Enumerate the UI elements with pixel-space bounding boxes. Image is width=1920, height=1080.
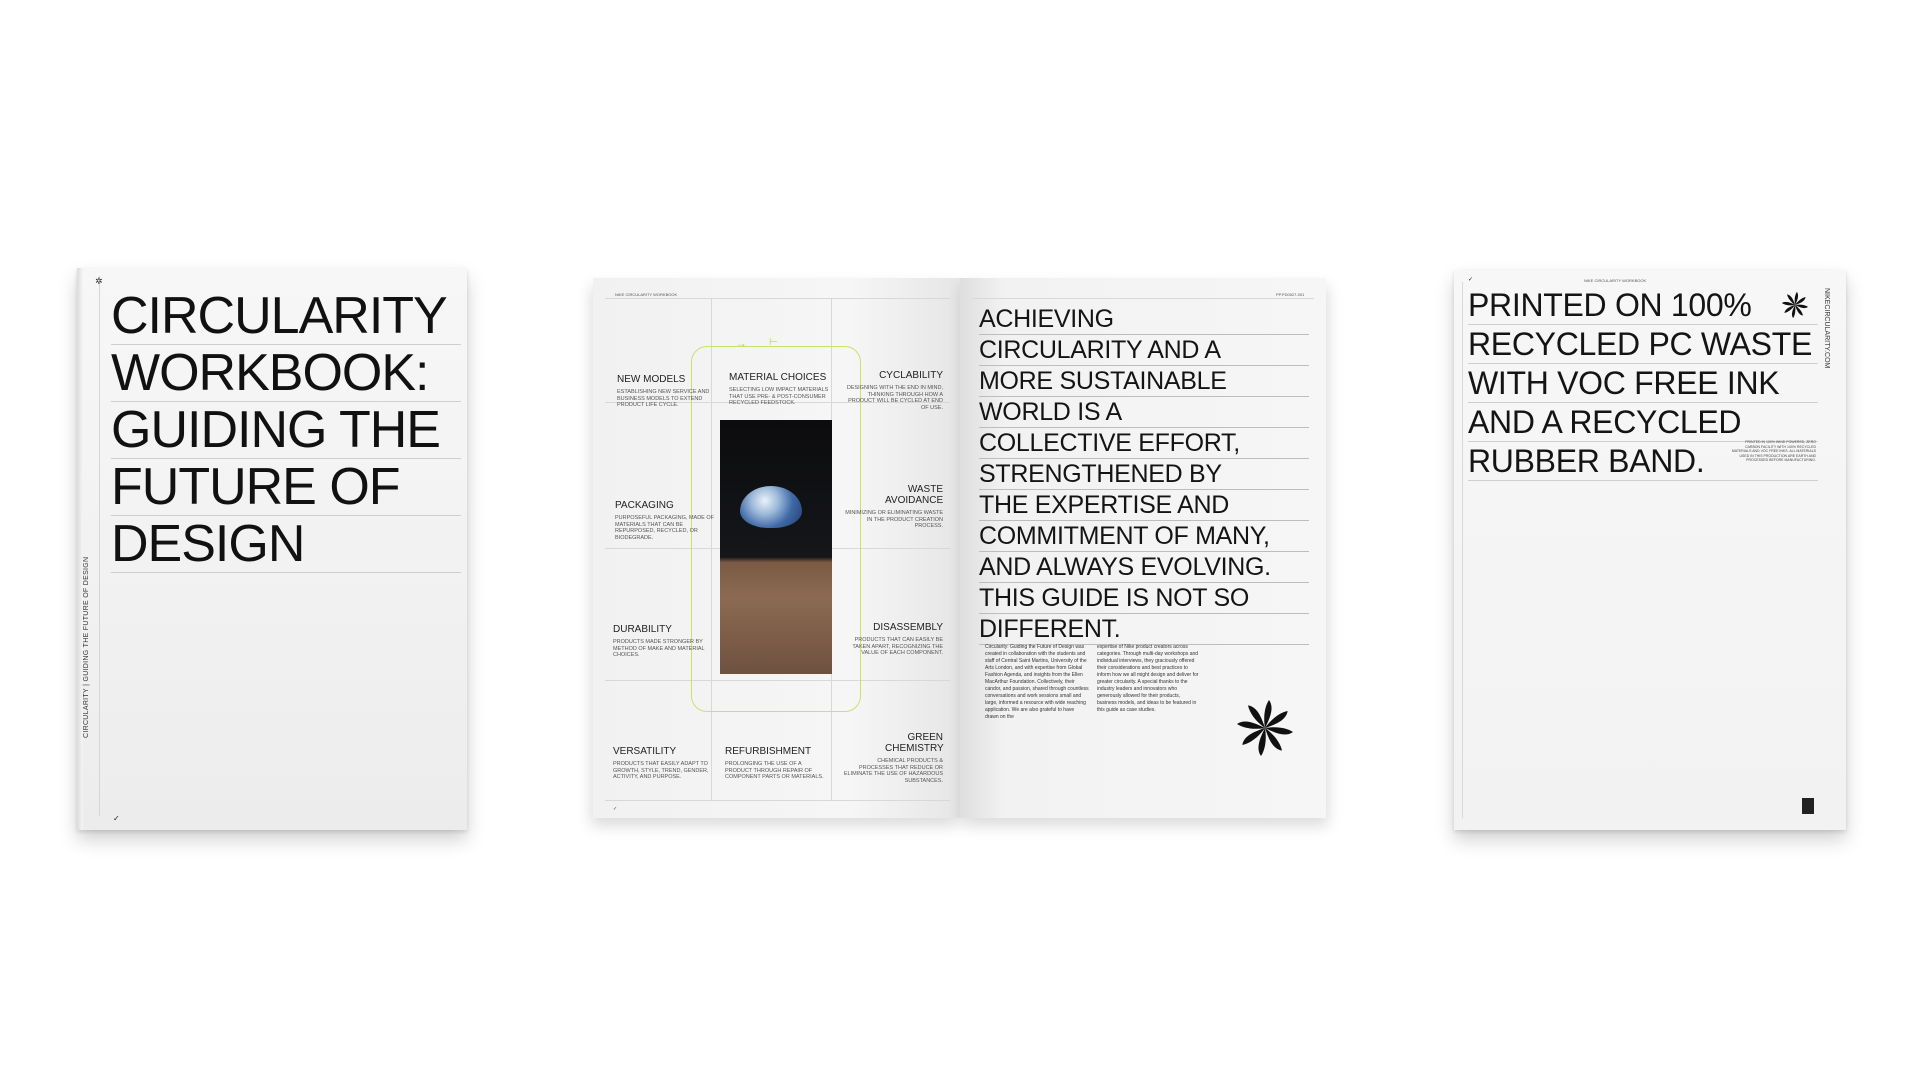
principle-cell — [843, 732, 943, 784]
principle-cell — [729, 372, 829, 407]
statement-line: COMMITMENT OF MANY, — [979, 521, 1309, 552]
back-grid-line — [1462, 282, 1463, 818]
cover-spine-text: CIRCULARITY | GUIDING THE FUTURE OF DESIGN — [83, 556, 90, 738]
nike-swoosh-icon: ✓ — [1468, 277, 1474, 283]
left-running-header: NIKE CIRCULARITY WORKBOOK — [615, 292, 678, 297]
principle-cell — [617, 374, 717, 409]
principle-title: DURABILITY — [613, 624, 672, 635]
grid-line — [605, 800, 950, 801]
cover-title-line: FUTURE OF — [111, 459, 461, 516]
back-vertical-url: NIKECIRCULARITY.COM — [1823, 288, 1830, 369]
arrow-right-icon: → — [735, 336, 747, 350]
nike-pinwheel-icon: ✲ — [95, 276, 103, 286]
principle-desc: PURPOSEFUL PACKAGING, MADE OF MATERIALS THAT CAN BE REPURPOSED, RECYCLED, OR BIODEGRADE. — [615, 515, 715, 541]
principle-cell — [843, 484, 943, 530]
statement-heading — [979, 304, 1309, 645]
principle-cell — [725, 746, 825, 781]
body-text-column: expertise of Nike product creators across categories. Through multi-day workshops and individual interviews, they graciously offered their considerations and best practices to inform how we all might design and deliver for greater circularity. A special thanks to the industry leaders and innovators who generously allowed for their products, business models, and ideas to be featured in this guide as case studies. — [1097, 644, 1199, 713]
principle-title: DISASSEMBLY — [873, 622, 943, 633]
cover-grid-line — [99, 276, 100, 816]
principle-cell — [843, 370, 943, 411]
principle-cell — [613, 624, 713, 659]
statement-line: ACHIEVING — [979, 304, 1309, 335]
statement-line: THIS GUIDE IS NOT SO — [979, 583, 1309, 614]
nike-pinwheel-icon — [1780, 290, 1810, 320]
principle-desc: PRODUCTS THAT CAN EASILY BE TAKEN APART, RECOGNIZING THE VALUE OF EACH COMPONENT. — [852, 637, 943, 656]
principle-desc: CHEMICAL PRODUCTS & PROCESSES THAT REDUCE OR ELIMINATE THE USE OF HAZARDOUS SUBSTANCES. — [843, 758, 943, 784]
loop-tick-icon: ⊢ — [769, 337, 778, 348]
principle-desc: MINIMIZING OR ELIMINATING WASTE IN THE PRODUCT CREATION PROCESS. — [845, 510, 943, 529]
back-title-line: AND A RECYCLED — [1468, 403, 1818, 442]
back-title-line: RUBBER BAND. — [1468, 442, 1818, 481]
cover-spine-edge — [77, 268, 83, 830]
cover-title-line: DESIGN — [111, 516, 461, 573]
earth-globe — [740, 486, 802, 528]
back-cover — [1454, 270, 1846, 830]
principle-title: CYCLABILITY — [879, 370, 943, 381]
statement-line: DIFFERENT. — [979, 614, 1309, 645]
left-page — [593, 278, 960, 818]
principle-desc: ESTABLISHING NEW SERVICE AND BUSINESS MODELS TO EXTEND PRODUCT LIFE CYCLE. — [617, 389, 710, 408]
principle-title: PACKAGING — [615, 500, 674, 511]
statement-line: AND ALWAYS EVOLVING. — [979, 552, 1309, 583]
statement-line: MORE SUSTAINABLE — [979, 366, 1309, 397]
principle-desc: SELECTING LOW IMPACT MATERIALS THAT USE PRE- & POST-CONSUMER RECYCLED FEEDSTOCK. — [729, 387, 829, 406]
back-barcode-box — [1802, 798, 1814, 814]
statement-line: COLLECTIVE EFFORT, — [979, 428, 1309, 459]
back-title-line: RECYCLED PC WASTE — [1468, 325, 1818, 364]
grid-line — [972, 298, 1314, 299]
principle-cell — [613, 746, 713, 781]
right-running-header: PP.PD0527-001 — [1276, 292, 1305, 297]
nike-pinwheel-icon — [1233, 696, 1297, 760]
nike-swoosh-icon: ✓ — [613, 806, 618, 812]
principle-title: REFURBISHMENT — [725, 746, 812, 757]
body-text-column: Circularity: Guiding the Future of Design was created in collaboration with the students and staff of Central Saint Martins, University of the Arts London, and with expertise from Global Fashion Agenda, and insights from the Ellen MacArthur Foundation. Collectively, their candor, and passion, shared through countless conversations and work sessions small and large, informed a resource with wide reaching application. We are also grateful to have drawn on the — [985, 644, 1089, 720]
principle-title: NEW MODELS — [617, 374, 686, 385]
principle-desc: PRODUCTS MADE STRONGER BY METHOD OF MAKE AND MATERIAL CHOICES. — [613, 639, 705, 658]
statement-line: WORLD IS A — [979, 397, 1309, 428]
back-fine-print: PRINTED IN 100% WIND POWERED, ZERO CARBON FACILITY WITH 100% RECYCLED MATERIALS AND VOC FREE INKS. ALL MATERIALS USED IN THIS PRODUCTION ARE EARTH AND PROCESSED BEFORE MANUFACTURING. — [1731, 440, 1816, 462]
open-spread — [593, 278, 1326, 820]
back-title-line: WITH VOC FREE INK — [1468, 364, 1818, 403]
principle-cell — [843, 622, 943, 657]
principle-cell — [615, 500, 715, 541]
principle-desc: PRODUCTS THAT EASILY ADAPT TO GROWTH, STYLE, TREND, GENDER, ACTIVITY, AND PURPOSE. — [613, 761, 709, 780]
cover-title — [111, 288, 461, 573]
cover-title-line: CIRCULARITY — [111, 288, 461, 345]
statement-line: CIRCULARITY AND A — [979, 335, 1309, 366]
cover-title-line: GUIDING THE — [111, 402, 461, 459]
cover-title-line: WORKBOOK: — [111, 345, 461, 402]
principle-title: WASTE AVOIDANCE — [885, 484, 944, 506]
principle-title: VERSATILITY — [613, 746, 677, 757]
principle-title: GREEN CHEMISTRY — [885, 732, 944, 754]
earthrise-photo — [720, 420, 832, 674]
back-title-line: PRINTED ON 100% — [1468, 286, 1818, 325]
statement-line: THE EXPERTISE AND — [979, 490, 1309, 521]
front-cover — [77, 268, 467, 830]
principle-title: MATERIAL CHOICES — [729, 372, 827, 383]
nike-swoosh-icon: ✓ — [113, 814, 120, 823]
statement-line: STRENGTHENED BY — [979, 459, 1309, 490]
grid-line — [605, 298, 950, 299]
principle-desc: DESIGNING WITH THE END IN MIND, THINKING THROUGH HOW A PRODUCT WILL BE CYCLED AT END OF USE. — [846, 385, 943, 411]
back-running-header: NIKE CIRCULARITY WORKBOOK — [1584, 278, 1647, 283]
principle-desc: PROLONGING THE USE OF A PRODUCT THROUGH REPAIR OF COMPONENT PARTS OR MATERIALS. — [725, 761, 824, 780]
